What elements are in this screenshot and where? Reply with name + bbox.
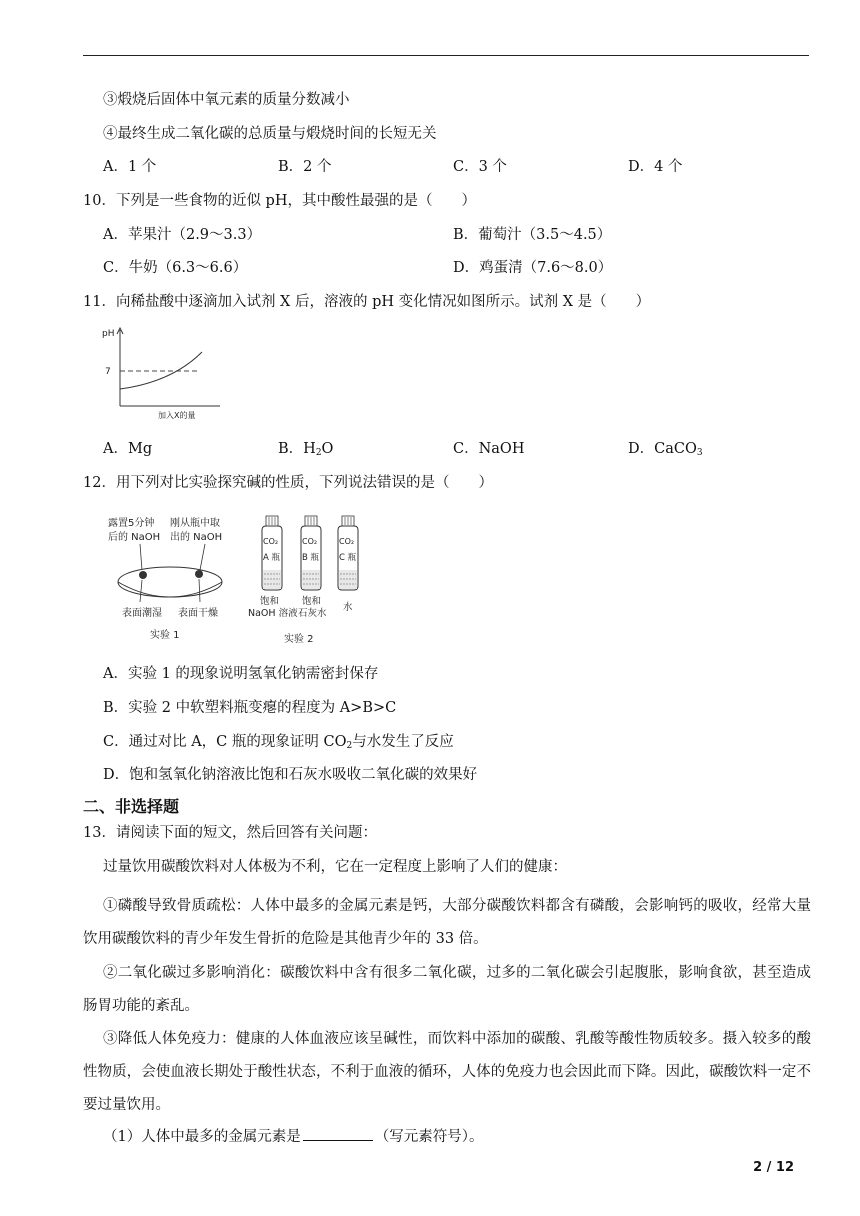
svg-text:C 瓶: C 瓶 — [339, 553, 357, 563]
q10-option-b: B．葡萄汁（3.5～4.5） — [453, 227, 612, 243]
y-tick-7: 7 — [105, 367, 111, 377]
q13-stem: 13．请阅读下面的短文，然后回答有关问题： — [83, 825, 377, 841]
q13-paragraph-1: ①磷酸导致骨质疏松：人体中最多的金属元素是钙，大部分碳酸饮料都含有磷酸，会影响钙的吸收，经常大量饮用碳酸饮料的青少年发生骨折的危险是其他青少年的 33 倍。 — [83, 898, 811, 947]
exp2-caption: 实验 2 — [284, 634, 314, 645]
q10-option-d: D．鸡蛋清（7.6～8.0） — [453, 260, 613, 276]
exp1-pointer-right — [200, 544, 205, 570]
q10-stem: 10．下列是一些食物的近似 pH，其中酸性最强的是（ ） — [83, 193, 476, 209]
q12-option-b: B．实验 2 中软塑料瓶变瘪的程度为 A>B>C — [103, 700, 397, 716]
liquid-b-label-2: 石灰水 — [298, 608, 327, 619]
q13-subquestion-1: （1）人体中最多的金属元素是 （写元素符号）。 — [103, 1126, 483, 1147]
q13-intro: 过量饮用碳酸饮料对人体极为不利，它在一定程度上影响了人们的健康： — [103, 859, 567, 875]
q9-option-b: B．2 个 — [278, 159, 332, 175]
exp1-right-label-1: 刚从瓶中取 — [170, 518, 220, 529]
q11-ph-graph — [100, 322, 230, 422]
liquid-c-label: 水 — [343, 602, 353, 613]
x-axis-label: 加入X的量 — [158, 411, 196, 420]
answer-blank[interactable] — [303, 1126, 373, 1141]
naoh-pellet-left — [139, 571, 147, 579]
exp1-pointer-left — [140, 544, 142, 570]
q9-statement-4: ④最终生成二氧化碳的总质量与煅烧时间的长短无关 — [103, 126, 437, 142]
bottle-b — [301, 516, 321, 590]
liquid-b-label-1: 饱和 — [302, 596, 322, 607]
q9-option-d: D．4 个 — [628, 159, 683, 175]
exp1-left-label-2: 后的 NaOH — [108, 532, 161, 543]
liquid-a-label-1: 饱和 — [260, 596, 280, 607]
q12-experiment-figure — [100, 508, 380, 650]
q11-option-c: C．NaOH — [453, 441, 525, 457]
experiment-2 — [248, 516, 358, 645]
q12-stem: 12．用下列对比实验探究碱的性质，下列说法错误的是（ ） — [83, 475, 493, 491]
liquid-a-label-2: NaOH 溶液 — [248, 608, 298, 619]
header-rule — [83, 55, 809, 56]
exp1-caption: 实验 1 — [150, 630, 180, 641]
q13-paragraph-3: ③降低人体免疫力：健康的人体血液应该呈碱性，而饮料中添加的碳酸、乳酸等酸性物质较多。摄入较多的酸性物质，会使血液长期处于酸性状态，不利于血液的循环，人体的免疫力也会因此而下降。因此，碳酸饮料一定不要过量饮用。 — [83, 1031, 811, 1113]
section-heading: 二、非选择题 — [83, 797, 180, 816]
q9-statement-3: ③煅烧后固体中氧元素的质量分数减小 — [103, 92, 350, 108]
exp1-bottom-right-label: 表面干燥 — [178, 608, 218, 619]
q11-stem: 11．向稀盐酸中逐滴加入试剂 X 后，溶液的 pH 变化情况如图所示。试剂 X 是（ ） — [83, 294, 651, 310]
bottle-c — [338, 516, 358, 590]
naoh-pellet-right — [195, 570, 203, 578]
q12-option-d: D．饱和氢氧化钠溶液比饱和石灰水吸收二氧化碳的效果好 — [103, 767, 478, 783]
exp1-right-label-2: 出的 NaOH — [170, 532, 223, 543]
page-number: 2 / 12 — [753, 1160, 794, 1175]
q9-option-a: A．1 个 — [103, 159, 157, 175]
svg-text:A 瓶: A 瓶 — [263, 553, 281, 563]
svg-text:B 瓶: B 瓶 — [302, 553, 320, 563]
q12-option-a: A．实验 1 的现象说明氢氧化钠需密封保存 — [103, 666, 379, 682]
q11-option-a: A．Mg — [103, 441, 153, 457]
exp1-left-label-1: 露置5分钟 — [108, 518, 155, 529]
y-axis-label: pH — [102, 329, 115, 339]
q11-option-d: D．CaCO$_3$ — [628, 441, 703, 458]
q12-option-c: C．通过对比 A，C 瓶的现象证明 $CO_2$与水发生了反应 — [103, 734, 454, 751]
svg-text:CO₂: CO₂ — [339, 537, 355, 546]
q13-paragraph-2: ②二氧化碳过多影响消化：碳酸饮料中含有很多二氧化碳，过多的二氧化碳会引起腹胀，影响食欲，甚至造成肠胃功能的紊乱。 — [83, 965, 811, 1014]
experiment-1 — [108, 516, 222, 641]
exp1-bottom-left-label: 表面潮湿 — [122, 608, 162, 619]
watch-glass — [118, 567, 222, 597]
svg-text:CO₂: CO₂ — [302, 537, 318, 546]
bottle-a — [262, 516, 282, 590]
q11-option-b: B．$H_2O$ — [278, 441, 334, 458]
q10-option-a: A．苹果汁（2.9～3.3） — [103, 227, 262, 243]
q10-option-c: C．牛奶（6.3～6.6） — [103, 260, 248, 276]
svg-text:CO₂: CO₂ — [263, 537, 279, 546]
q9-option-c: C．3 个 — [453, 159, 507, 175]
